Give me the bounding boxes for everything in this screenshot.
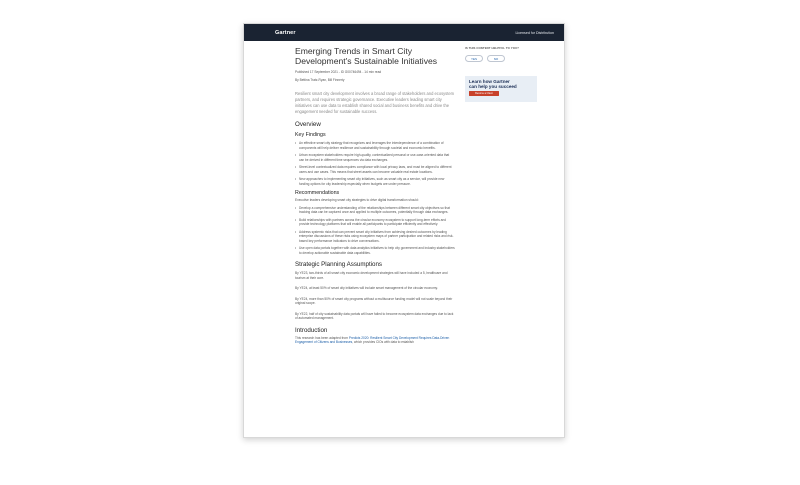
promo-line-1: Learn how Gartner [469, 79, 510, 84]
no-button[interactable]: NO [487, 55, 505, 62]
article-title [295, 46, 455, 66]
intro-heading: Introduction [295, 326, 328, 334]
document-page [243, 23, 565, 438]
intro-suffix: , which provides CIOs with data to establish [352, 340, 414, 345]
client-promo [465, 76, 537, 102]
recommendations-list [295, 206, 455, 256]
top-bar [244, 24, 564, 41]
list-item: • An effective smart city strategy that recognizes and leverages the interdependence of a combination of components will help deliver resilience and sustainability through societal and economic benefits. [295, 141, 455, 150]
recommendations-heading: Recommendations [295, 190, 340, 197]
list-item: • New approaches to implementing smart city initiatives, such as smart city as a service, will provide new funding options for city leadership especially when budgets are under pressure. [295, 177, 455, 186]
assumption: By YE22, half of city sustainability data portals will have failed to become ecosystem data exchanges due to lack of automated management. [295, 311, 454, 321]
publish-meta: Published 17 September 2021 - ID G00746494 - 14 min read [295, 70, 382, 74]
assumption: By YE24, more than 50% of smart city programs without a multisource funding model will not scale beyond their original scope. [295, 296, 453, 306]
intro-paragraph [295, 336, 455, 345]
vote-buttons [465, 55, 537, 62]
list-item: • Build relationships with partners across the circular economy ecosystem to support long-term efforts and provide technology platforms that will enable all participants to participate efficiently and effectively. [295, 218, 455, 227]
assumption: By YE24, at least 50% of smart city initiatives will include smart management of the circular economy. [295, 286, 438, 291]
list-item: • Urban ecosystem stakeholders require high-quality, contextualized personal or use-case-oriented data that can be derived in different time sequences via data exchanges. [295, 153, 455, 162]
gartner-logo[interactable]: Gartner [275, 29, 296, 36]
spa-heading: Strategic Planning Assumptions [295, 261, 383, 269]
key-findings-list [295, 141, 455, 186]
key-findings-heading: Key Findings [295, 132, 326, 139]
sidebar [465, 46, 537, 102]
authors: By Bettina Tratz-Ryan, Bill Finnerty [295, 78, 345, 82]
intro-prefix: This research has been adapted from [295, 335, 349, 340]
summary: Resilient smart city development involves a broad range of stakeholders and ecosystem partners, and requires strategic governance. Executive leaders leading smart city initiatives can use data to establish shared social and business benefits and drive the engagement needed for sustainable success. [295, 91, 455, 115]
assumption: By YE23, two-thirds of all smart city economic development strategies will have included a 5, healthcare and tourism at their core. [295, 271, 448, 280]
assumptions-list [295, 271, 455, 321]
promo-line-2: can help you succeed [469, 84, 517, 89]
list-item: • Develop a comprehensive understanding of the relationships between different smart city objectives so that tracking data can be captured once and applied to multiple outcomes, potentially through data exchanges. [295, 206, 455, 215]
intro-research-link[interactable]: Predicts 2020: Resilient Smart City Development Requires Data-Driven Engagement of Citizens and Businesses [295, 335, 450, 345]
overview-heading: Overview [295, 121, 321, 129]
list-item: • Street-level contextualized data requires compliance with local privacy laws, and must be aligned to different users and use cases. This means that street assets can become valuable real estate locations. [295, 165, 455, 174]
list-item: • Address systemic risks that can prevent smart city initiatives from achieving desired outcomes by leading enterprise discussions of these risks using ecosystem maps of partner participation and related risks and risk-based key performance indicators to drive conversations. [295, 230, 455, 244]
licensed-label: Licensed for Distribution [515, 30, 554, 35]
promo-title [469, 79, 533, 89]
article-body [295, 46, 455, 345]
yes-button[interactable]: YES [465, 55, 483, 62]
recommendations-intro: Executive leaders developing smart city strategies to drive digital transformation should: [295, 198, 419, 203]
title-line-2: Development's Sustainable Initiatives [295, 56, 438, 66]
title-line-1: Emerging Trends in Smart City [295, 46, 413, 56]
become-client-button[interactable]: Become a Client [469, 91, 499, 96]
helpful-label: IS THIS CONTENT HELPFUL TO YOU? [465, 46, 519, 50]
list-item: • Use open data portals together with data analytics initiatives to help city government and industry stakeholders to develop actionable sustainable data capabilities. [295, 246, 455, 255]
